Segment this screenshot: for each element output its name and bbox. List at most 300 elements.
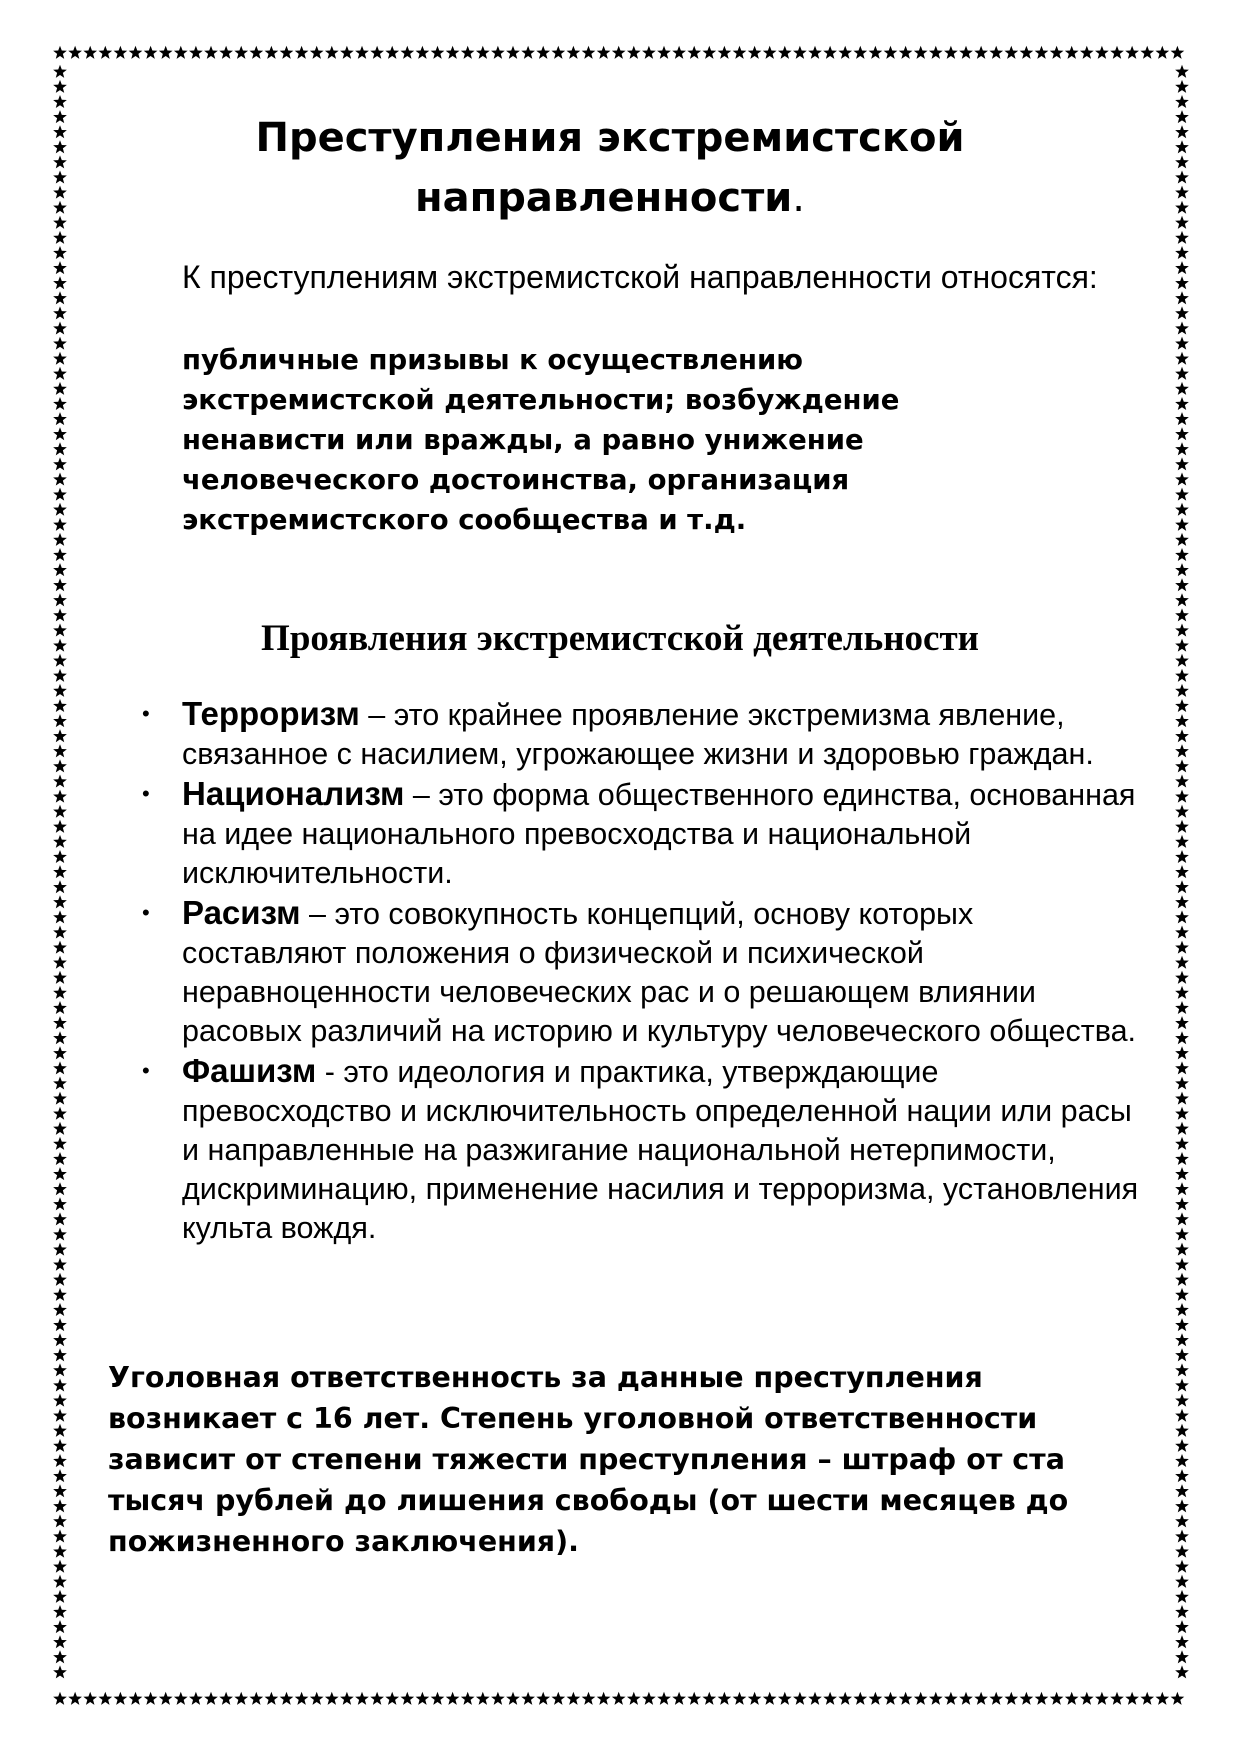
star-icon [914,1692,928,1705]
star-icon [1175,1061,1189,1074]
star-icon [884,46,898,59]
star-icon [1050,46,1064,59]
star-icon [1175,759,1189,772]
star-icon [1175,1318,1189,1331]
star-icon [944,1692,958,1705]
star-icon [808,1692,822,1705]
star-icon [53,850,67,863]
star-icon [1175,306,1189,319]
star-icon [325,46,339,59]
star-icon [53,1122,67,1135]
star-icon [431,46,445,59]
star-icon [1175,1394,1189,1407]
star-icon [1175,518,1189,531]
star-icon [53,337,67,350]
star-icon [1155,1692,1169,1705]
star-icon [612,1692,626,1705]
star-icon [1175,865,1189,878]
star-icon [672,46,686,59]
star-icon [53,457,67,470]
page-title [150,108,1070,228]
star-icon [1175,699,1189,712]
star-icon [53,322,67,335]
star-icon [53,427,67,440]
star-icon [53,291,67,304]
star-icon [53,1212,67,1225]
star-icon [597,46,611,59]
star-icon [53,1273,67,1286]
star-icon [1175,140,1189,153]
section-title: Проявления экстремистской деятельности [261,618,979,659]
star-icon [1175,80,1189,93]
star-icon [1175,1001,1189,1014]
star-icon [1175,1590,1189,1603]
star-icon [53,563,67,576]
star-icon [53,95,67,108]
star-icon [1020,46,1034,59]
star-icon [174,46,188,59]
star-icon [521,1692,535,1705]
star-icon [53,1635,67,1648]
star-icon [53,80,67,93]
star-icon [416,46,430,59]
star-icon [476,46,490,59]
star-icon [1175,744,1189,757]
star-icon [53,941,67,954]
star-icon [733,46,747,59]
star-icon [370,1692,384,1705]
star-icon [53,503,67,516]
star-icon [53,1152,67,1165]
star-icon [53,865,67,878]
star-icon [53,1182,67,1195]
star-icon [1175,1409,1189,1422]
star-icon [1020,1692,1034,1705]
star-icon [1175,729,1189,742]
list-item-description: – это форма общественного единства, основанная на идее национального превосходства и национальной исключительности. [182,778,1136,890]
star-icon [1175,1273,1189,1286]
star-icon [53,1077,67,1090]
star-icon [53,1484,67,1497]
star-icon [53,593,67,606]
star-icon [1155,46,1169,59]
star-icon [400,46,414,59]
star-icon [1175,1107,1189,1120]
star-icon [53,1016,67,1029]
star-icon [1140,1692,1154,1705]
star-icon [551,1692,565,1705]
star-icon [53,1560,67,1573]
star-icon [53,1258,67,1271]
star-icon [582,1692,596,1705]
star-icon [129,46,143,59]
star-icon [1175,367,1189,380]
star-icon [1095,46,1109,59]
star-icon [642,46,656,59]
star-icon [687,46,701,59]
star-icon [53,201,67,214]
star-icon [1175,880,1189,893]
star-icon [1175,1620,1189,1633]
star-icon [53,986,67,999]
star-icon [1175,1167,1189,1180]
star-icon [672,1692,686,1705]
star-icon [1175,1575,1189,1588]
star-icon [53,1197,67,1210]
star-icon [53,246,67,259]
star-icon [1175,1197,1189,1210]
star-icon [567,46,581,59]
star-icon [491,1692,505,1705]
star-icon [536,1692,550,1705]
star-icon [1035,1692,1049,1705]
star-icon [1125,46,1139,59]
star-icon [1175,261,1189,274]
list-item-term: Расизм [182,894,301,931]
star-icon [1175,427,1189,440]
star-icon [1175,442,1189,455]
star-icon [1175,337,1189,350]
star-icon [53,1288,67,1301]
star-icon [627,1692,641,1705]
star-icon [53,729,67,742]
star-icon [1175,1439,1189,1452]
list-item [142,774,1142,893]
star-icon [944,46,958,59]
star-icon [53,669,67,682]
list-item-description: – это совокупность концепций, основу которых составляют положения о физической и психической неравноценности человеческих рас и о решающем влиянии расовых различий на историю и культуру человеческого общества. [182,897,1137,1048]
star-icon [53,1514,67,1527]
star-icon [1175,1182,1189,1195]
star-icon [1140,46,1154,59]
star-icon [385,46,399,59]
star-icon [733,1692,747,1705]
star-icon [612,46,626,59]
star-icon [1175,578,1189,591]
star-icon [204,1692,218,1705]
star-icon [53,533,67,546]
star-icon [114,46,128,59]
star-icon [385,1692,399,1705]
star-icon [53,171,67,184]
star-icon [929,1692,943,1705]
star-icon [1125,1692,1139,1705]
star-icon [53,1137,67,1150]
star-border-graphic [1170,0,1194,1754]
star-icon [53,1031,67,1044]
star-icon [53,1469,67,1482]
star-icon [1175,835,1189,848]
star-icon [1175,1333,1189,1346]
star-icon [1175,155,1189,168]
star-icon [1080,1692,1094,1705]
star-icon [1035,46,1049,59]
star-icon [1175,1137,1189,1150]
star-icon [219,1692,233,1705]
star-border-graphic [0,1686,1240,1712]
star-icon [1175,125,1189,138]
star-icon [1110,1692,1124,1705]
star-icon [53,1620,67,1633]
star-icon [1175,246,1189,259]
star-icon [869,1692,883,1705]
star-icon [53,880,67,893]
star-icon [53,608,67,621]
star-icon [53,699,67,712]
star-icon [189,46,203,59]
bullet-icon: • [142,781,150,806]
star-icon [53,1545,67,1558]
star-icon [853,46,867,59]
star-icon [1175,231,1189,244]
star-icon [53,775,67,788]
star-icon [355,1692,369,1705]
star-icon [53,684,67,697]
star-icon [53,910,67,923]
star-icon [1175,820,1189,833]
star-icon [370,46,384,59]
star-icon [1175,1077,1189,1090]
star-icon [310,1692,324,1705]
list-item-term: Фашизм [182,1052,317,1089]
star-icon [53,1439,67,1452]
star-icon [1175,1665,1189,1678]
star-icon [53,397,67,410]
star-icon [1004,1692,1018,1705]
star-icon [1175,171,1189,184]
star-icon [310,46,324,59]
star-icon [642,1692,656,1705]
star-icon [114,1692,128,1705]
star-icon [838,46,852,59]
star-icon [53,518,67,531]
star-icon [929,46,943,59]
star-icon [461,1692,475,1705]
star-icon [53,1303,67,1316]
star-icon [778,46,792,59]
star-icon [159,1692,173,1705]
star-icon [53,1228,67,1241]
star-icon [1175,1469,1189,1482]
star-icon [1065,46,1079,59]
star-icon [1175,548,1189,561]
star-icon [416,1692,430,1705]
star-icon [869,46,883,59]
star-icon [627,46,641,59]
star-icon [53,624,67,637]
star-icon [446,1692,460,1705]
star-icon [189,1692,203,1705]
star-icon [53,473,67,486]
star-icon [1175,1514,1189,1527]
star-icon [1175,1379,1189,1392]
star-icon [1175,65,1189,78]
star-icon [53,639,67,652]
star-icon [53,352,67,365]
list-item [142,694,1142,774]
star-icon [1175,669,1189,682]
star-icon [1175,910,1189,923]
star-icon [53,1167,67,1180]
star-icon [431,1692,445,1705]
star-icon [53,1650,67,1663]
star-icon [249,1692,263,1705]
star-icon [793,1692,807,1705]
star-icon [1175,850,1189,863]
star-icon [506,46,520,59]
star-icon [129,1692,143,1705]
star-icon [1175,95,1189,108]
star-icon [1175,110,1189,123]
star-icon [234,46,248,59]
star-icon [884,1692,898,1705]
star-icon [1175,1228,1189,1241]
star-icon [1175,412,1189,425]
star-icon [1175,457,1189,470]
list-item-description: – это крайнее проявление экстремизма явление, связанное с насилием, угрожающее жизни и здоровью граждан. [182,698,1094,771]
star-icon [702,1692,716,1705]
star-icon [1175,1212,1189,1225]
star-icon [461,46,475,59]
star-icon [265,46,279,59]
star-icon [748,46,762,59]
star-icon [174,1692,188,1705]
star-icon [1175,1605,1189,1618]
star-icon [53,1665,67,1678]
star-icon [400,1692,414,1705]
star-icon [53,971,67,984]
star-icon [53,805,67,818]
star-icon [53,276,67,289]
star-icon [53,1318,67,1331]
star-icon [204,46,218,59]
star-icon [53,1046,67,1059]
star-icon [521,46,535,59]
star-icon [506,1692,520,1705]
star-icon [899,1692,913,1705]
star-icon [446,46,460,59]
star-icon [1175,971,1189,984]
star-icon [219,46,233,59]
manifestations-list [142,694,1142,1248]
star-icon [1175,1454,1189,1467]
star-icon [1175,1092,1189,1105]
star-icon [53,1424,67,1437]
star-icon [989,46,1003,59]
star-icon [53,1061,67,1074]
star-icon [53,759,67,772]
star-icon [1175,1288,1189,1301]
bullet-icon: • [142,701,150,726]
star-icon [53,231,67,244]
star-icon [536,46,550,59]
star-icon [83,46,97,59]
star-icon [1175,926,1189,939]
star-icon [1175,639,1189,652]
star-icon [1175,382,1189,395]
star-icon [53,1243,67,1256]
star-icon [657,46,671,59]
star-icon [702,46,716,59]
list-item-term: Терроризм [182,695,360,732]
star-icon [899,46,913,59]
star-icon [1175,201,1189,214]
star-icon [1175,276,1189,289]
star-icon [53,790,67,803]
star-icon [491,46,505,59]
star-icon [53,1092,67,1105]
star-icon [551,46,565,59]
star-icon [853,1692,867,1705]
star-icon [98,1692,112,1705]
star-icon [1175,805,1189,818]
star-icon [53,186,67,199]
star-icon [280,1692,294,1705]
star-border-graphic [0,40,1240,66]
star-icon [1175,1303,1189,1316]
star-icon [1175,775,1189,788]
star-icon [1175,352,1189,365]
star-icon [53,1575,67,1588]
list-item [142,1051,1142,1248]
star-border-right [1170,0,1194,1754]
star-icon [53,714,67,727]
star-icon [597,1692,611,1705]
star-icon [1175,1243,1189,1256]
star-border-left [48,0,72,1754]
star-icon [295,46,309,59]
star-icon [53,1394,67,1407]
star-icon [144,46,158,59]
star-icon [1175,397,1189,410]
star-icon [959,46,973,59]
star-icon [1175,986,1189,999]
star-icon [53,1530,67,1543]
star-icon [1175,1046,1189,1059]
star-icon [1175,473,1189,486]
star-icon [53,820,67,833]
star-icon [53,654,67,667]
star-icon [1175,322,1189,335]
star-icon [1175,1424,1189,1437]
star-icon [53,1001,67,1014]
star-icon [1175,1635,1189,1648]
star-icon [914,46,928,59]
star-icon [53,744,67,757]
star-icon [53,1605,67,1618]
star-icon [1110,46,1124,59]
star-icon [249,46,263,59]
page-title-text: Преступления экстремистской направленности [255,115,965,221]
star-icon [778,1692,792,1705]
star-icon [1175,1122,1189,1135]
star-icon [53,1590,67,1603]
star-icon [763,46,777,59]
star-icon [53,1333,67,1346]
star-icon [53,110,67,123]
star-icon [1175,503,1189,516]
star-icon [1175,1560,1189,1573]
star-icon [1175,941,1189,954]
star-icon [53,65,67,78]
list-item [142,893,1142,1051]
star-icon [1175,291,1189,304]
star-icon [1175,684,1189,697]
star-icon [1175,608,1189,621]
star-icon [1175,186,1189,199]
star-icon [340,46,354,59]
star-icon [1004,46,1018,59]
